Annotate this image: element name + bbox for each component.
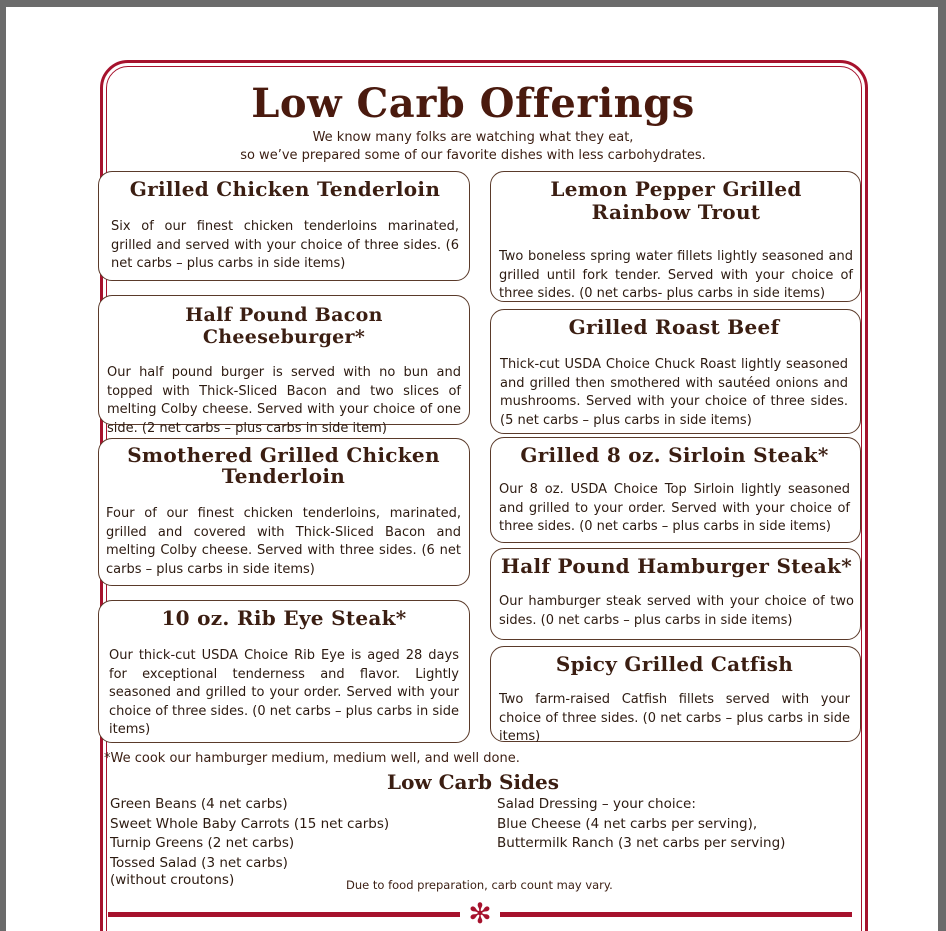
menu-item-description: Four of our finest chicken tenderloins, marinated, grilled and covered with Thick-Sliced Bacon and melting Colby cheese. Served with three sides. (6 net carbs – plus carbs in side items)	[106, 506, 461, 577]
side-item: Salad Dressing – your choice:	[497, 796, 696, 812]
menu-item-description: Our 8 oz. USDA Choice Top Sirloin lightly seasoned and grilled to your order. Served with your choice of three sides. (0 net carbs – plus carbs in side items)	[499, 482, 850, 534]
menu-item-name: Grilled Chicken Tenderloin	[129, 177, 441, 201]
cooking-footnote: *We cook our hamburger medium, medium well, and well done.	[104, 751, 520, 766]
menu-item-name: 10 oz. Rib Eye Steak*	[161, 606, 407, 630]
menu-item-name: Grilled 8 oz. Sirloin Steak*	[520, 443, 829, 467]
subtitle-line-2: so we’ve prepared some of our favorite dishes with less carbohydrates.	[240, 148, 706, 163]
menu-item-name: Spicy Grilled Catfish	[555, 652, 794, 676]
side-item: Blue Cheese (4 net carbs per serving),	[497, 815, 758, 832]
menu-item-hamburger-steak	[490, 548, 861, 640]
asterisk-ornament-icon: ✻	[468, 897, 492, 930]
menu-item-rainbow-trout	[490, 171, 861, 302]
menu-item-description: Thick-cut USDA Choice Chuck Roast lightly seasoned and grilled then smothered with sautéed onions and mushrooms. Served with your choice of three sides. (5 net carbs – plus carbs in side items)	[500, 357, 848, 428]
side-item: Turnip Greens (2 net carbs)	[110, 835, 295, 851]
side-item: Green Beans (4 net carbs)	[110, 796, 288, 812]
menu-item-name: Half Pound Hamburger Steak*	[501, 554, 852, 578]
sides-list-left	[110, 795, 389, 891]
page-subtitle	[0, 129, 946, 165]
menu-item-smothered-chicken	[98, 438, 470, 586]
menu-item-description: Two boneless spring water fillets lightly seasoned and grilled until fork tender. Served with your choice of three sides. (0 net carbs- plus carbs in side items)	[499, 249, 853, 301]
menu-item-name: Smothered Grilled Chicken Tenderloin	[127, 443, 440, 488]
menu-item-sirloin-steak	[490, 437, 861, 543]
sides-title: Low Carb Sides	[387, 770, 559, 794]
menu-item-description: Six of our finest chicken tenderloins marinated, grilled and served with your choice of three sides. (6 net carbs – plus carbs in side items)	[111, 219, 459, 271]
divider-left	[108, 912, 460, 917]
menu-item-rib-eye	[98, 600, 470, 743]
side-item: (without croutons)	[110, 872, 235, 888]
menu-item-name: Lemon Pepper Grilled Rainbow Trout	[550, 177, 802, 224]
menu-item-description: Our thick-cut USDA Choice Rib Eye is aged 28 days for exceptional tenderness and flavor. Lightly seasoned and grilled to your order. Served with your choice of three sides. (0 net carbs – plus carbs in side items)	[109, 648, 459, 737]
menu-item-spicy-catfish	[490, 646, 861, 742]
sides-list-right	[497, 795, 785, 854]
carb-disclaimer: Due to food preparation, carb count may vary.	[346, 878, 613, 892]
menu-item-roast-beef	[490, 309, 861, 434]
menu-item-description: Two farm-raised Catfish fillets served with your choice of three sides. (0 net carbs – plus carbs in side items)	[499, 692, 850, 744]
menu-item-description: Our half pound burger is served with no bun and topped with Thick-Sliced Bacon and two slices of melting Colby cheese. Served with your choice of one side. (2 net carbs – plus carbs in side item)	[107, 365, 461, 436]
side-item: Tossed Salad (3 net carbs)	[110, 854, 288, 871]
menu-item-bacon-cheeseburger	[98, 295, 470, 436]
page-title: Low Carb Offerings	[251, 80, 695, 127]
menu-item-description: Our hamburger steak served with your choice of two sides. (0 net carbs – plus carbs in side items)	[499, 594, 854, 628]
side-item: Buttermilk Ranch (3 net carbs per serving)	[497, 835, 786, 851]
menu-item-name: Half Pound Bacon Cheeseburger*	[185, 304, 383, 348]
divider-right	[500, 912, 852, 917]
menu-item-name: Grilled Roast Beef	[568, 315, 780, 339]
side-item: Sweet Whole Baby Carrots (15 net carbs)	[110, 815, 390, 832]
subtitle-line-1: We know many folks are watching what they eat,	[312, 130, 634, 145]
menu-item-grilled-chicken-tenderloin	[98, 171, 470, 281]
